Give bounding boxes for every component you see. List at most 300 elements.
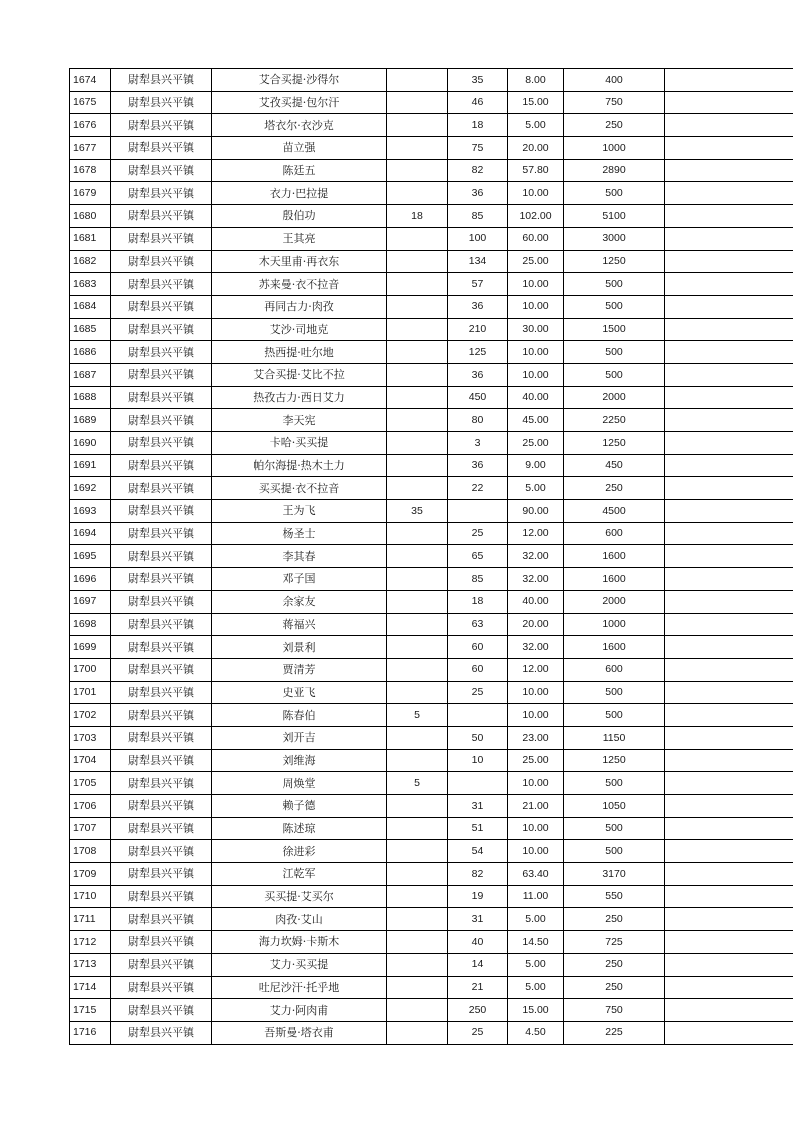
value-cell-1: [387, 250, 448, 273]
value-cell-3: 12.00: [508, 522, 564, 545]
township-cell: 尉犁县兴平镇: [111, 545, 212, 568]
remark-cell: [665, 658, 793, 681]
name-cell: 徐进彩: [212, 840, 387, 863]
value-cell-4: 750: [564, 999, 665, 1022]
township-cell: 尉犁县兴平镇: [111, 295, 212, 318]
name-cell: 周焕堂: [212, 772, 387, 795]
value-cell-4: 250: [564, 114, 665, 137]
remark-cell: [665, 522, 793, 545]
value-cell-2: 21: [448, 976, 508, 999]
value-cell-3: 21.00: [508, 795, 564, 818]
value-cell-1: [387, 908, 448, 931]
value-cell-2: 100: [448, 227, 508, 250]
value-cell-3: 20.00: [508, 613, 564, 636]
name-cell: 卡哈·买买提: [212, 432, 387, 455]
name-cell: 艾合买提·艾比不拉: [212, 363, 387, 386]
value-cell-4: 750: [564, 91, 665, 114]
value-cell-3: 10.00: [508, 681, 564, 704]
remark-cell: [665, 432, 793, 455]
township-cell: 尉犁县兴平镇: [111, 726, 212, 749]
value-cell-2: 31: [448, 908, 508, 931]
value-cell-2: 36: [448, 454, 508, 477]
value-cell-4: 1000: [564, 613, 665, 636]
name-cell: 江乾军: [212, 863, 387, 886]
value-cell-1: [387, 590, 448, 613]
value-cell-1: [387, 840, 448, 863]
row-number-cell: 1680: [70, 205, 111, 228]
value-cell-3: 10.00: [508, 182, 564, 205]
value-cell-4: 600: [564, 658, 665, 681]
value-cell-3: 10.00: [508, 817, 564, 840]
township-cell: 尉犁县兴平镇: [111, 749, 212, 772]
value-cell-2: [448, 704, 508, 727]
remark-cell: [665, 885, 793, 908]
value-cell-2: 134: [448, 250, 508, 273]
value-cell-2: 450: [448, 386, 508, 409]
row-number-cell: 1705: [70, 772, 111, 795]
township-cell: 尉犁县兴平镇: [111, 908, 212, 931]
name-cell: 刘开吉: [212, 726, 387, 749]
row-number-cell: 1704: [70, 749, 111, 772]
name-cell: 衣力·巴拉提: [212, 182, 387, 205]
value-cell-4: 500: [564, 363, 665, 386]
value-cell-4: 250: [564, 953, 665, 976]
value-cell-3: 40.00: [508, 590, 564, 613]
value-cell-1: [387, 182, 448, 205]
value-cell-3: 4.50: [508, 1021, 564, 1044]
value-cell-1: [387, 477, 448, 500]
value-cell-3: 5.00: [508, 908, 564, 931]
remark-cell: [665, 114, 793, 137]
value-cell-1: [387, 137, 448, 160]
value-cell-4: 550: [564, 885, 665, 908]
value-cell-3: 11.00: [508, 885, 564, 908]
row-number-cell: 1681: [70, 227, 111, 250]
name-cell: 赖子德: [212, 795, 387, 818]
township-cell: 尉犁县兴平镇: [111, 590, 212, 613]
table-body: [70, 69, 793, 1045]
township-cell: 尉犁县兴平镇: [111, 976, 212, 999]
remark-cell: [665, 250, 793, 273]
remark-cell: [665, 726, 793, 749]
value-cell-3: 90.00: [508, 500, 564, 523]
name-cell: 苏来曼·衣不拉音: [212, 273, 387, 296]
township-cell: 尉犁县兴平镇: [111, 91, 212, 114]
township-cell: 尉犁县兴平镇: [111, 795, 212, 818]
row-number-cell: 1683: [70, 273, 111, 296]
table-row: [70, 137, 793, 160]
name-cell: 热孜古力·西日艾力: [212, 386, 387, 409]
row-number-cell: 1702: [70, 704, 111, 727]
remark-cell: [665, 91, 793, 114]
row-number-cell: 1682: [70, 250, 111, 273]
row-number-cell: 1678: [70, 159, 111, 182]
table-row: [70, 953, 793, 976]
table-row: [70, 840, 793, 863]
value-cell-1: [387, 817, 448, 840]
remark-cell: [665, 363, 793, 386]
row-number-cell: 1708: [70, 840, 111, 863]
value-cell-2: 25: [448, 1021, 508, 1044]
table-row: [70, 273, 793, 296]
township-cell: 尉犁县兴平镇: [111, 454, 212, 477]
value-cell-3: 25.00: [508, 250, 564, 273]
township-cell: 尉犁县兴平镇: [111, 363, 212, 386]
value-cell-4: 400: [564, 69, 665, 92]
value-cell-3: 23.00: [508, 726, 564, 749]
value-cell-1: [387, 863, 448, 886]
name-cell: 史亚飞: [212, 681, 387, 704]
remark-cell: [665, 295, 793, 318]
value-cell-2: 19: [448, 885, 508, 908]
remark-cell: [665, 273, 793, 296]
row-number-cell: 1685: [70, 318, 111, 341]
value-cell-2: 80: [448, 409, 508, 432]
table-row: [70, 69, 793, 92]
table-row: [70, 91, 793, 114]
name-cell: 买买提·衣不拉音: [212, 477, 387, 500]
value-cell-4: 500: [564, 817, 665, 840]
value-cell-2: 31: [448, 795, 508, 818]
table-row: [70, 250, 793, 273]
table-row: [70, 1021, 793, 1044]
value-cell-1: [387, 114, 448, 137]
township-cell: 尉犁县兴平镇: [111, 250, 212, 273]
township-cell: 尉犁县兴平镇: [111, 522, 212, 545]
value-cell-4: 1500: [564, 318, 665, 341]
value-cell-3: 57.80: [508, 159, 564, 182]
township-cell: 尉犁县兴平镇: [111, 568, 212, 591]
table-row: [70, 636, 793, 659]
row-number-cell: 1715: [70, 999, 111, 1022]
name-cell: 艾孜买提·包尔汗: [212, 91, 387, 114]
name-cell: 贾清芳: [212, 658, 387, 681]
table-row: [70, 908, 793, 931]
remark-cell: [665, 545, 793, 568]
table-row: [70, 318, 793, 341]
value-cell-1: [387, 341, 448, 364]
value-cell-3: 60.00: [508, 227, 564, 250]
value-cell-2: 18: [448, 114, 508, 137]
table-row: [70, 976, 793, 999]
value-cell-4: 250: [564, 976, 665, 999]
value-cell-2: 85: [448, 568, 508, 591]
value-cell-4: 1050: [564, 795, 665, 818]
value-cell-2: 57: [448, 273, 508, 296]
table-row: [70, 182, 793, 205]
value-cell-4: 500: [564, 273, 665, 296]
township-cell: 尉犁县兴平镇: [111, 704, 212, 727]
table-row: [70, 432, 793, 455]
value-cell-2: 210: [448, 318, 508, 341]
row-number-cell: 1675: [70, 91, 111, 114]
value-cell-1: [387, 795, 448, 818]
data-table: [69, 68, 793, 1045]
value-cell-1: 18: [387, 205, 448, 228]
value-cell-4: 1250: [564, 749, 665, 772]
value-cell-4: 500: [564, 772, 665, 795]
remark-cell: [665, 908, 793, 931]
value-cell-2: 25: [448, 681, 508, 704]
value-cell-2: 25: [448, 522, 508, 545]
value-cell-1: [387, 91, 448, 114]
name-cell: 帕尔海提·热木土力: [212, 454, 387, 477]
table-row: [70, 386, 793, 409]
value-cell-1: [387, 976, 448, 999]
value-cell-4: 500: [564, 704, 665, 727]
row-number-cell: 1701: [70, 681, 111, 704]
value-cell-1: [387, 69, 448, 92]
row-number-cell: 1697: [70, 590, 111, 613]
value-cell-2: [448, 772, 508, 795]
township-cell: 尉犁县兴平镇: [111, 931, 212, 954]
row-number-cell: 1703: [70, 726, 111, 749]
township-cell: 尉犁县兴平镇: [111, 658, 212, 681]
value-cell-2: 3: [448, 432, 508, 455]
name-cell: 吐尼沙汗·托乎地: [212, 976, 387, 999]
value-cell-1: [387, 273, 448, 296]
remark-cell: [665, 636, 793, 659]
value-cell-3: 25.00: [508, 432, 564, 455]
value-cell-1: [387, 159, 448, 182]
value-cell-3: 9.00: [508, 454, 564, 477]
township-cell: 尉犁县兴平镇: [111, 772, 212, 795]
row-number-cell: 1693: [70, 500, 111, 523]
township-cell: 尉犁县兴平镇: [111, 636, 212, 659]
row-number-cell: 1711: [70, 908, 111, 931]
value-cell-1: [387, 613, 448, 636]
table-row: [70, 863, 793, 886]
township-cell: 尉犁县兴平镇: [111, 409, 212, 432]
remark-cell: [665, 1021, 793, 1044]
remark-cell: [665, 159, 793, 182]
row-number-cell: 1713: [70, 953, 111, 976]
table-row: [70, 726, 793, 749]
value-cell-3: 10.00: [508, 341, 564, 364]
value-cell-1: 5: [387, 704, 448, 727]
value-cell-2: 75: [448, 137, 508, 160]
value-cell-1: [387, 953, 448, 976]
name-cell: 殷伯功: [212, 205, 387, 228]
row-number-cell: 1712: [70, 931, 111, 954]
table-row: [70, 454, 793, 477]
table-row: [70, 477, 793, 500]
value-cell-3: 45.00: [508, 409, 564, 432]
row-number-cell: 1700: [70, 658, 111, 681]
remark-cell: [665, 205, 793, 228]
name-cell: 刘景利: [212, 636, 387, 659]
row-number-cell: 1686: [70, 341, 111, 364]
name-cell: 艾合买提·沙得尔: [212, 69, 387, 92]
value-cell-4: 2000: [564, 590, 665, 613]
value-cell-4: 500: [564, 840, 665, 863]
remark-cell: [665, 613, 793, 636]
name-cell: 热西提·吐尔地: [212, 341, 387, 364]
row-number-cell: 1707: [70, 817, 111, 840]
value-cell-1: [387, 432, 448, 455]
remark-cell: [665, 704, 793, 727]
value-cell-3: 10.00: [508, 772, 564, 795]
remark-cell: [665, 341, 793, 364]
township-cell: 尉犁县兴平镇: [111, 1021, 212, 1044]
value-cell-4: 3000: [564, 227, 665, 250]
row-number-cell: 1689: [70, 409, 111, 432]
value-cell-1: [387, 454, 448, 477]
table-row: [70, 114, 793, 137]
value-cell-2: 250: [448, 999, 508, 1022]
value-cell-1: 5: [387, 772, 448, 795]
value-cell-3: 25.00: [508, 749, 564, 772]
value-cell-1: [387, 931, 448, 954]
value-cell-3: 14.50: [508, 931, 564, 954]
value-cell-1: [387, 749, 448, 772]
row-number-cell: 1688: [70, 386, 111, 409]
row-number-cell: 1716: [70, 1021, 111, 1044]
table-row: [70, 159, 793, 182]
value-cell-2: 40: [448, 931, 508, 954]
remark-cell: [665, 976, 793, 999]
value-cell-4: 500: [564, 681, 665, 704]
township-cell: 尉犁县兴平镇: [111, 477, 212, 500]
remark-cell: [665, 568, 793, 591]
value-cell-3: 32.00: [508, 568, 564, 591]
value-cell-3: 12.00: [508, 658, 564, 681]
value-cell-1: [387, 885, 448, 908]
township-cell: 尉犁县兴平镇: [111, 840, 212, 863]
value-cell-4: 2890: [564, 159, 665, 182]
value-cell-1: [387, 386, 448, 409]
remark-cell: [665, 500, 793, 523]
remark-cell: [665, 772, 793, 795]
township-cell: 尉犁县兴平镇: [111, 273, 212, 296]
name-cell: 李其春: [212, 545, 387, 568]
value-cell-2: 125: [448, 341, 508, 364]
remark-cell: [665, 681, 793, 704]
name-cell: 艾力·买买提: [212, 953, 387, 976]
table-row: [70, 795, 793, 818]
value-cell-1: [387, 658, 448, 681]
value-cell-2: 36: [448, 363, 508, 386]
value-cell-1: [387, 1021, 448, 1044]
value-cell-4: 2000: [564, 386, 665, 409]
row-number-cell: 1684: [70, 295, 111, 318]
name-cell: 塔衣尔·衣沙克: [212, 114, 387, 137]
value-cell-4: 1250: [564, 250, 665, 273]
name-cell: 杨圣士: [212, 522, 387, 545]
value-cell-4: 725: [564, 931, 665, 954]
remark-cell: [665, 69, 793, 92]
value-cell-2: 10: [448, 749, 508, 772]
row-number-cell: 1674: [70, 69, 111, 92]
value-cell-2: 82: [448, 159, 508, 182]
row-number-cell: 1698: [70, 613, 111, 636]
township-cell: 尉犁县兴平镇: [111, 681, 212, 704]
row-number-cell: 1679: [70, 182, 111, 205]
value-cell-4: 2250: [564, 409, 665, 432]
value-cell-2: 50: [448, 726, 508, 749]
row-number-cell: 1714: [70, 976, 111, 999]
table-row: [70, 545, 793, 568]
township-cell: 尉犁县兴平镇: [111, 205, 212, 228]
value-cell-2: 65: [448, 545, 508, 568]
value-cell-4: 3170: [564, 863, 665, 886]
name-cell: 海力坎姆·卡斯木: [212, 931, 387, 954]
value-cell-2: 14: [448, 953, 508, 976]
value-cell-4: 1600: [564, 568, 665, 591]
row-number-cell: 1694: [70, 522, 111, 545]
township-cell: 尉犁县兴平镇: [111, 863, 212, 886]
value-cell-3: 30.00: [508, 318, 564, 341]
township-cell: 尉犁县兴平镇: [111, 114, 212, 137]
remark-cell: [665, 931, 793, 954]
table-row: [70, 999, 793, 1022]
row-number-cell: 1699: [70, 636, 111, 659]
table-row: [70, 817, 793, 840]
value-cell-3: 10.00: [508, 840, 564, 863]
value-cell-2: [448, 500, 508, 523]
table-row: [70, 363, 793, 386]
value-cell-1: [387, 568, 448, 591]
value-cell-2: 82: [448, 863, 508, 886]
value-cell-1: [387, 999, 448, 1022]
table-row: [70, 681, 793, 704]
table-row: [70, 613, 793, 636]
remark-cell: [665, 386, 793, 409]
value-cell-4: 250: [564, 908, 665, 931]
name-cell: 再同古力·肉孜: [212, 295, 387, 318]
value-cell-4: 225: [564, 1021, 665, 1044]
row-number-cell: 1690: [70, 432, 111, 455]
name-cell: 苗立强: [212, 137, 387, 160]
township-cell: 尉犁县兴平镇: [111, 159, 212, 182]
value-cell-2: 36: [448, 182, 508, 205]
name-cell: 艾沙·司地克: [212, 318, 387, 341]
value-cell-3: 5.00: [508, 114, 564, 137]
township-cell: 尉犁县兴平镇: [111, 953, 212, 976]
remark-cell: [665, 863, 793, 886]
remark-cell: [665, 318, 793, 341]
table-row: [70, 205, 793, 228]
value-cell-3: 5.00: [508, 953, 564, 976]
name-cell: 邓子国: [212, 568, 387, 591]
remark-cell: [665, 590, 793, 613]
name-cell: 刘维海: [212, 749, 387, 772]
remark-cell: [665, 182, 793, 205]
value-cell-2: 22: [448, 477, 508, 500]
value-cell-2: 63: [448, 613, 508, 636]
table-row: [70, 931, 793, 954]
remark-cell: [665, 409, 793, 432]
table-row: [70, 409, 793, 432]
value-cell-3: 8.00: [508, 69, 564, 92]
row-number-cell: 1692: [70, 477, 111, 500]
name-cell: 肉孜·艾山: [212, 908, 387, 931]
remark-cell: [665, 454, 793, 477]
remark-cell: [665, 227, 793, 250]
value-cell-1: [387, 227, 448, 250]
table-row: [70, 704, 793, 727]
name-cell: 陈春伯: [212, 704, 387, 727]
value-cell-4: 1150: [564, 726, 665, 749]
value-cell-4: 500: [564, 295, 665, 318]
value-cell-1: [387, 295, 448, 318]
value-cell-4: 600: [564, 522, 665, 545]
value-cell-1: [387, 363, 448, 386]
name-cell: 蒋福兴: [212, 613, 387, 636]
row-number-cell: 1710: [70, 885, 111, 908]
value-cell-3: 40.00: [508, 386, 564, 409]
value-cell-4: 500: [564, 182, 665, 205]
